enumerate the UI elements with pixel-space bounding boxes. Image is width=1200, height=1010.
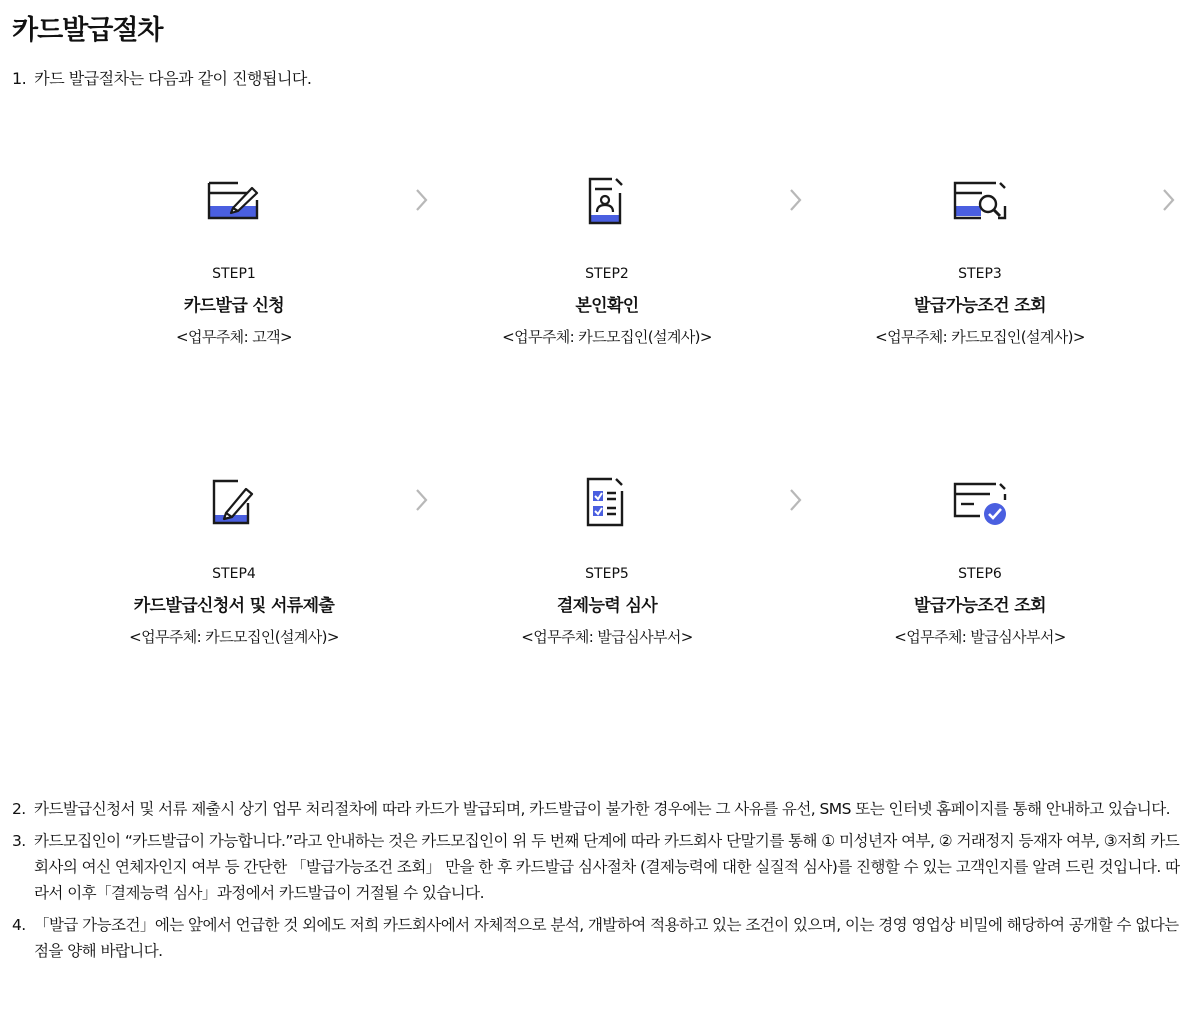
note-text: 「발급 가능조건」에는 앞에서 언급한 것 외에도 저희 카드회사에서 자체적으로 분석, 개발하여 적용하고 있는 조건이 있으며, 이는 경영 영업상 비밀에 해당하여 공개할 수 없다는 점을 양해 바랍니다. xyxy=(34,916,1179,960)
step-title: 카드발급신청서 및 서류제출 xyxy=(133,596,335,616)
intro-text: 카드 발급절차는 다음과 같이 진행됩니다. xyxy=(34,69,312,88)
step-2 xyxy=(457,173,757,347)
step-owner: <업무주체: 고객> xyxy=(176,328,292,346)
step-label: STEP6 xyxy=(958,566,1002,582)
note-text: 카드발급신청서 및 서류 제출시 상기 업무 처리절차에 따라 카드가 발급되며, 카드발급이 불가한 경우에는 그 사유를 유선, SMS 또는 인터넷 홈페이지를 통해 안내하고 있습니다. xyxy=(34,800,1171,818)
step-title: 발급가능조건 조회 xyxy=(914,296,1046,316)
chevron-right-icon xyxy=(1158,187,1178,213)
step-5 xyxy=(457,473,757,647)
card-search-icon xyxy=(950,178,1010,228)
chevron-right-icon xyxy=(785,187,805,213)
chevron-right-icon xyxy=(411,487,431,513)
step-owner: <업무주체: 카드모집인(설계사)> xyxy=(129,628,339,646)
note-number: 4. xyxy=(12,916,26,934)
step-title: 카드발급 신청 xyxy=(183,296,285,316)
step-6 xyxy=(830,473,1130,647)
step-title: 본인확인 xyxy=(575,296,639,316)
step-label: STEP4 xyxy=(212,566,256,582)
list-item xyxy=(12,796,1182,822)
intro-line xyxy=(12,66,311,89)
checklist-icon xyxy=(582,475,632,531)
notes-list xyxy=(12,796,1182,970)
chevron-right-icon xyxy=(785,487,805,513)
step-1 xyxy=(84,173,384,347)
step-owner: <업무주체: 발급심사부서> xyxy=(521,628,693,646)
card-approved-icon xyxy=(950,476,1010,530)
page-title: 카드발급절차 xyxy=(12,15,163,46)
identity-document-icon xyxy=(582,175,632,231)
step-label: STEP2 xyxy=(585,266,629,282)
step-title: 발급가능조건 조회 xyxy=(914,596,1046,616)
list-item xyxy=(12,912,1182,964)
note-number: 3. xyxy=(12,832,26,850)
step-title: 결제능력 심사 xyxy=(556,596,658,616)
chevron-right-icon xyxy=(411,187,431,213)
note-number: 2. xyxy=(12,800,26,818)
application-form-icon xyxy=(204,178,264,228)
step-owner: <업무주체: 카드모집인(설계사)> xyxy=(875,328,1085,346)
intro-number: 1. xyxy=(12,69,27,88)
step-label: STEP1 xyxy=(212,266,256,282)
step-label: STEP5 xyxy=(585,566,629,582)
list-item xyxy=(12,828,1182,906)
step-3 xyxy=(830,173,1130,347)
step-label: STEP3 xyxy=(958,266,1002,282)
document-sign-icon xyxy=(206,475,262,531)
step-4 xyxy=(84,473,384,647)
note-text: 카드모집인이 “카드발급이 가능합니다.”라고 안내하는 것은 카드모집인이 위 두 번째 단계에 따라 카드회사 단말기를 통해 ① 미성년자 여부, ② 거래정지 등재자 여부, ③저희 카드 회사의 여신 연체자인지 여부 등 간단한 「발급가능조건 조회」 만을 한 후 카드발급 심사절차 (결제능력에 대한 실질적 심사)를 진행할 수 있는 고객인지를 알려 드린 것입니다. 따라서 이후「결제능력 심사」과정에서 카드발급이 거절될 수 있습니다. xyxy=(34,832,1180,902)
step-owner: <업무주체: 카드모집인(설계사)> xyxy=(502,328,712,346)
step-owner: <업무주체: 발급심사부서> xyxy=(894,628,1066,646)
